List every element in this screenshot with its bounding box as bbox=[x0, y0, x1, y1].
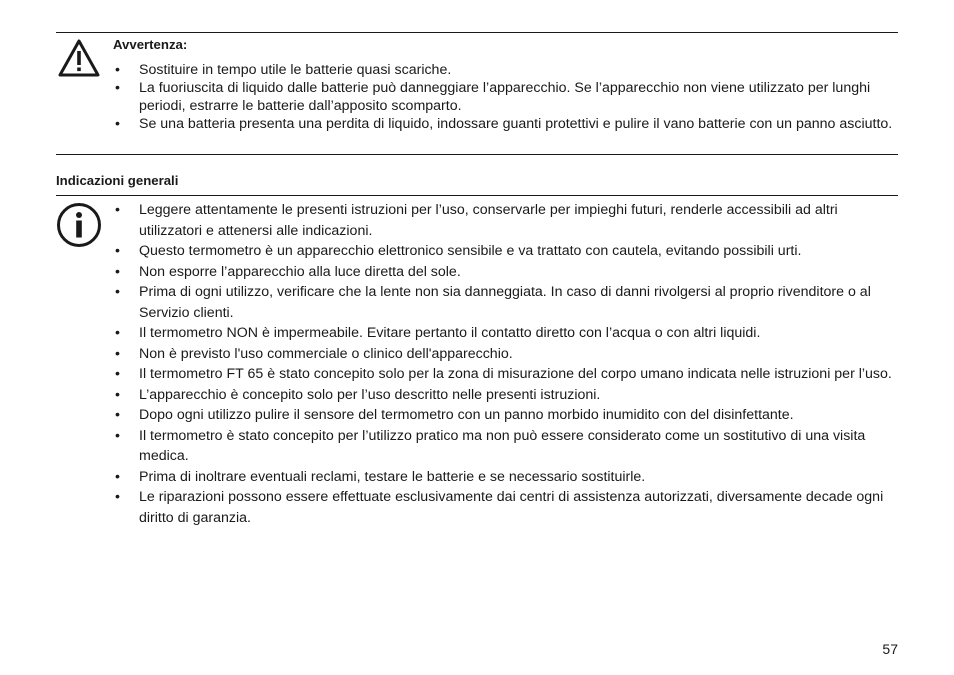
bullet: • bbox=[115, 202, 120, 218]
list-item bbox=[113, 241, 903, 262]
section-heading: Indicazioni generali bbox=[56, 173, 179, 188]
list-item bbox=[113, 200, 903, 241]
list-item bbox=[113, 282, 903, 323]
info-circle-icon bbox=[56, 202, 102, 248]
bullet: • bbox=[115, 284, 120, 300]
general-item-text: Le riparazioni possono essere effettuate esclusivamente dai centri di assistenza autorizzati, diversamente decade ogni diritto di garanzia. bbox=[139, 489, 884, 526]
list-item bbox=[113, 426, 903, 467]
list-item bbox=[113, 385, 903, 406]
general-item-text: Questo termometro è un apparecchio elettronico sensibile e va trattato con cautela, evitando possibili urti. bbox=[139, 243, 802, 259]
general-list bbox=[113, 200, 903, 528]
bullet: • bbox=[115, 366, 120, 382]
warning-bottom-rule bbox=[56, 154, 898, 155]
general-top-rule bbox=[56, 195, 898, 196]
general-item-text: Non esporre l’apparecchio alla luce diretta del sole. bbox=[139, 263, 461, 280]
warning-top-rule bbox=[56, 32, 898, 33]
bullet: • bbox=[115, 62, 120, 78]
warning-triangle-icon bbox=[57, 38, 101, 78]
warning-title: Avvertenza: bbox=[113, 37, 188, 52]
bullet: • bbox=[115, 243, 120, 259]
bullet: • bbox=[115, 386, 120, 403]
bullet: • bbox=[115, 427, 120, 444]
warning-list bbox=[113, 61, 903, 133]
list-item bbox=[113, 405, 903, 426]
page-number: 57 bbox=[882, 641, 898, 657]
warning-item-text: La fuoriuscita di liquido dalle batterie può danneggiare l’apparecchio. Se l’apparecchio non viene utilizzato per lunghi periodi, estrarre le batterie dall’apposito scomparto. bbox=[139, 80, 871, 114]
bullet: • bbox=[115, 407, 120, 423]
general-item-text: Il termometro NON è impermeabile. Evitare pertanto il contatto diretto con l’acqua o con altri liquidi. bbox=[139, 325, 761, 341]
list-item bbox=[113, 364, 903, 385]
list-item bbox=[113, 115, 903, 133]
general-item-text: Dopo ogni utilizzo pulire il sensore del termometro con un panno morbido inumidito con del disinfettante. bbox=[139, 407, 794, 423]
bullet: • bbox=[115, 345, 120, 362]
list-item bbox=[113, 487, 903, 528]
list-item bbox=[113, 79, 903, 115]
warning-item-text: Sostituire in tempo utile le batterie quasi scariche. bbox=[139, 62, 452, 78]
list-item bbox=[113, 467, 903, 488]
list-item bbox=[113, 262, 903, 283]
bullet: • bbox=[115, 325, 120, 341]
general-item-text: Prima di inoltrare eventuali reclami, testare le batterie e se necessario sostituirle. bbox=[139, 468, 646, 485]
bullet: • bbox=[115, 489, 120, 505]
bullet: • bbox=[115, 468, 120, 485]
list-item bbox=[113, 61, 903, 79]
general-item-text: Leggere attentamente le presenti istruzioni per l’uso, conservarle per impieghi futuri, renderle accessibili ad altri utilizzatori e attenersi alle indicazioni. bbox=[139, 202, 838, 239]
list-item bbox=[113, 323, 903, 344]
bullet: • bbox=[115, 263, 120, 280]
general-item-text: Il termometro è stato concepito per l’utilizzo pratico ma non può essere considerato come un sostitutivo di una visita medica. bbox=[139, 427, 866, 464]
list-item bbox=[113, 344, 903, 365]
bullet: • bbox=[115, 80, 120, 96]
general-item-text: L’apparecchio è concepito solo per l’uso descritto nelle presenti istruzioni. bbox=[139, 386, 601, 403]
general-item-text: Il termometro FT 65 è stato concepito solo per la zona di misurazione del corpo umano indicata nelle istruzioni per l’uso. bbox=[139, 366, 892, 382]
warning-item-text: Se una batteria presenta una perdita di liquido, indossare guanti protettivi e pulire il vano batterie con un panno asciutto. bbox=[139, 116, 893, 132]
bullet: • bbox=[115, 116, 120, 132]
general-item-text: Non è previsto l'uso commerciale o clinico dell'apparecchio. bbox=[139, 345, 513, 362]
general-item-text: Prima di ogni utilizzo, verificare che la lente non sia danneggiata. In caso di danni rivolgersi al proprio rivenditore o al Servizio clienti. bbox=[139, 284, 871, 321]
